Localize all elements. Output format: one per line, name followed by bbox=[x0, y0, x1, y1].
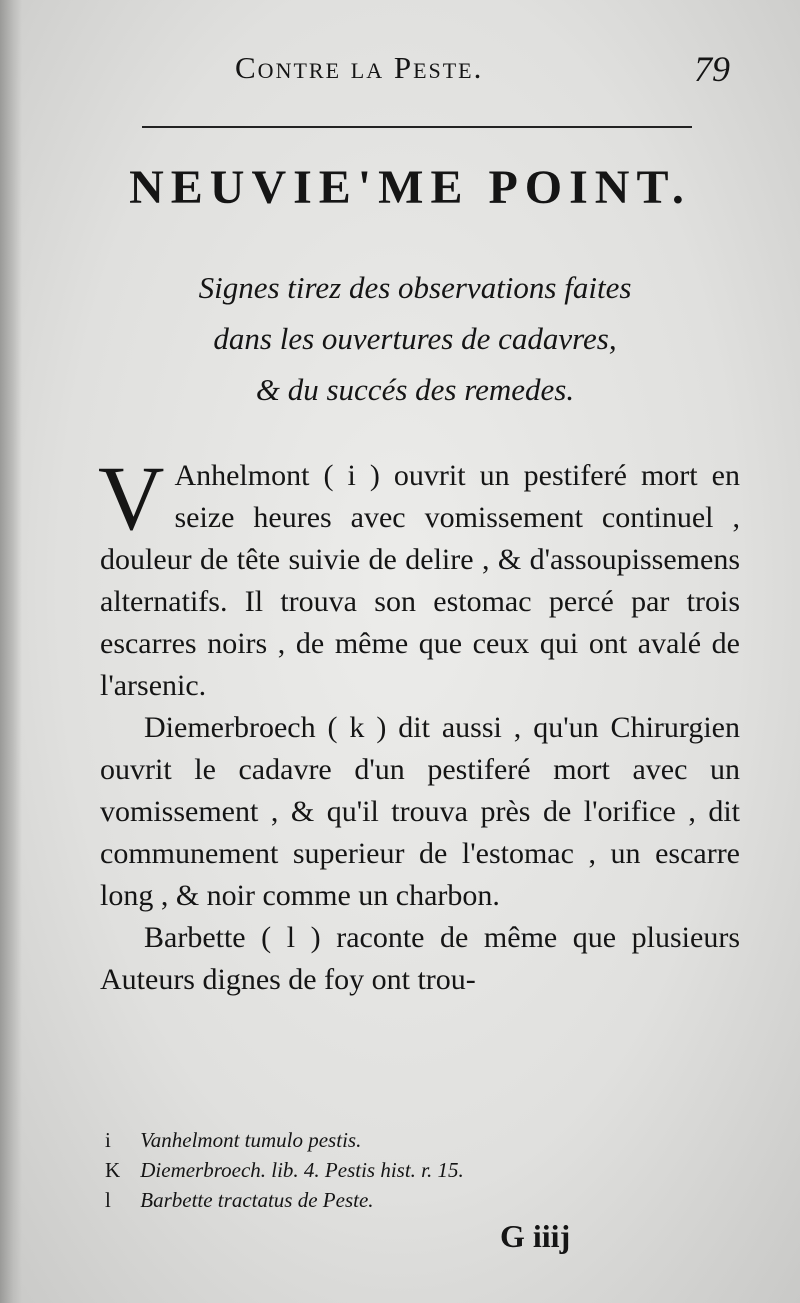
subtitle-line: dans les ouvertures de cadavres, bbox=[213, 321, 617, 356]
running-head: Contre la Peste. bbox=[235, 50, 484, 85]
section-heading: NEUVIE'ME POINT. bbox=[129, 161, 691, 214]
footnote-mark: i bbox=[105, 1128, 111, 1152]
body-text bbox=[98, 447, 740, 1001]
page-header bbox=[140, 48, 730, 98]
section-subtitle bbox=[110, 262, 720, 415]
page-number: 79 bbox=[694, 49, 730, 89]
footnote bbox=[105, 1155, 705, 1185]
signature-mark: G iiij bbox=[500, 1218, 571, 1254]
subtitle-line: Signes tirez des observations faites bbox=[198, 270, 632, 305]
footnote-text: Diemerbroech. lib. 4. Pestis hist. r. 15. bbox=[140, 1158, 464, 1182]
paragraph: Barbette ( l ) raconte de même que plusieurs Auteurs dignes de foy ont trou- bbox=[100, 921, 740, 996]
footnotes bbox=[105, 1125, 705, 1215]
paragraph: Diemerbroech ( k ) dit aussi , qu'un Chirurgien ouvrit le cadavre d'un pestiferé mort avec un vomissement , & qu'il trouva près de l'orifice , dit communement superieur de l'estomac , un escarre long , & noir comme un charbon. bbox=[100, 711, 740, 912]
header-rule bbox=[142, 126, 692, 128]
paragraph-text: Anhelmont ( i ) ouvrit un pestiferé mort en seize heures avec vomissement continuel , douleur de tête suivie de delire , & d'assoupissemens alternatifs. Il trouva son estomac percé par trois escarres noirs , de même que ceux qui ont avalé de l'arsenic. bbox=[100, 459, 740, 702]
paragraph bbox=[98, 447, 740, 707]
footnote bbox=[105, 1125, 705, 1155]
footnote bbox=[105, 1185, 705, 1215]
footnote-mark: l bbox=[105, 1188, 111, 1212]
footnote-text: Vanhelmont tumulo pestis. bbox=[140, 1128, 362, 1152]
footnote-mark: K bbox=[105, 1158, 121, 1182]
subtitle-line: & du succés des remedes. bbox=[255, 372, 575, 407]
page-gutter-shadow bbox=[0, 0, 22, 1303]
footnote-text: Barbette tractatus de Peste. bbox=[140, 1188, 374, 1212]
drop-cap: V bbox=[98, 447, 165, 549]
